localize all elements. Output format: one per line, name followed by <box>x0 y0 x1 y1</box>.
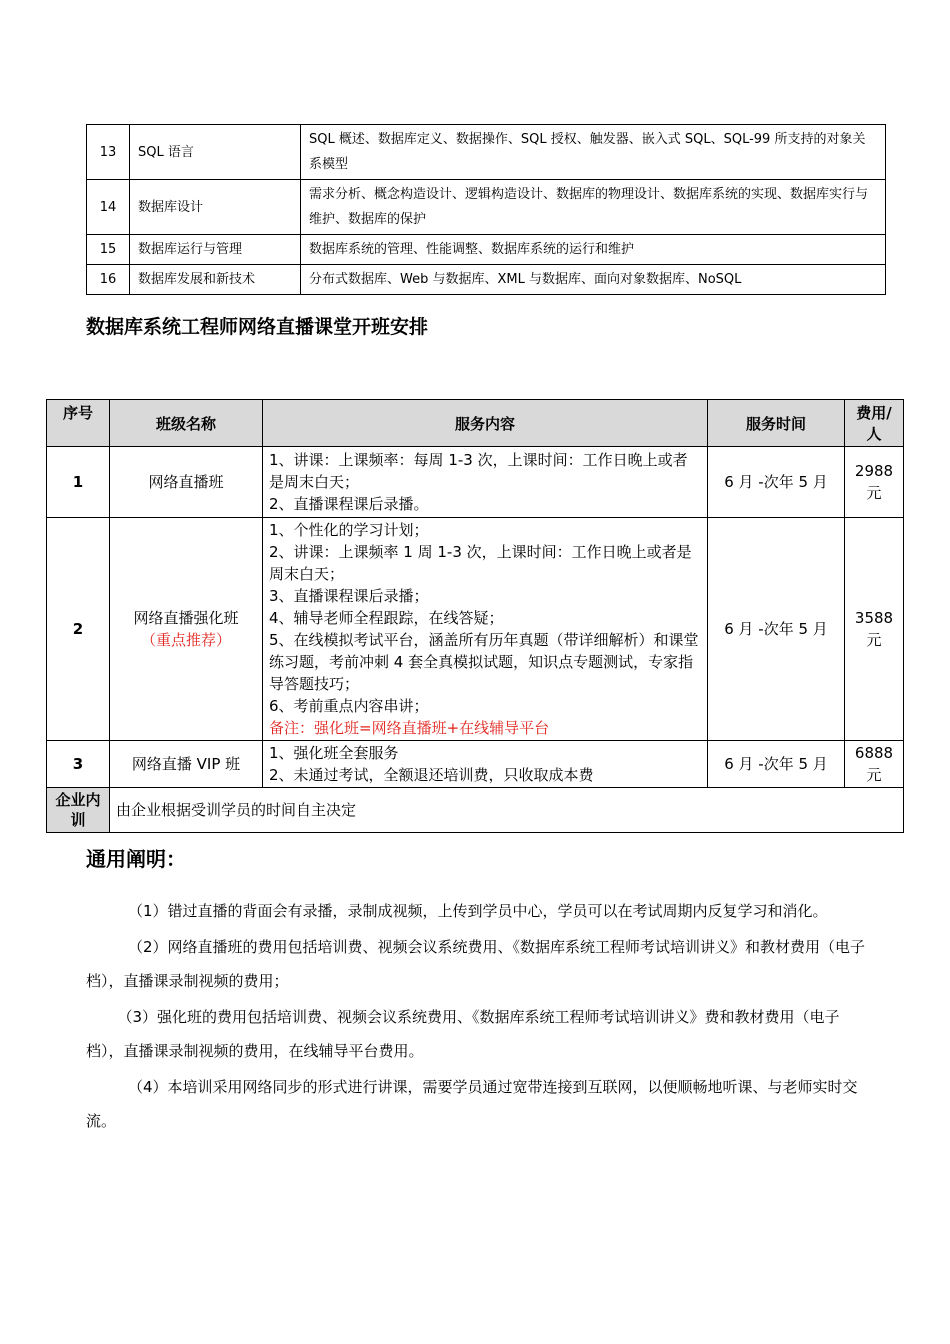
header-time: 服务时间 <box>708 400 845 447</box>
service-content <box>263 447 708 518</box>
service-line: 1、个性化的学习计划； <box>269 521 429 539</box>
notes-title: 通用阐明： <box>86 847 186 871</box>
service-line: 6、考前重点内容串讲； <box>269 697 429 715</box>
service-line: 1、强化班全套服务 <box>269 744 399 762</box>
service-line: 2、未通过考试，全额退还培训费，只收取成本费 <box>269 766 594 784</box>
note-paragraph: （1）错过直播的背面会有录播，录制成视频，上传到学员中心，学员可以在考试周期内反复学习和消化。 <box>128 902 828 920</box>
service-line: 4、辅导老师全程跟踪，在线答疑； <box>269 609 504 627</box>
syllabus-table <box>86 124 886 295</box>
corporate-text: 由企业根据受训学员的时间自主决定 <box>110 788 904 833</box>
note-paragraph: （3）强化班的费用包括培训费、视频会议系统费用、《数据库系统工程师考试培训讲义》费和教材费用（电子档），直播课录制视频的费用，在线辅导平台费用。 <box>86 1007 840 1060</box>
topic-number: 16 <box>87 265 130 295</box>
row-number: 2 <box>47 518 110 741</box>
service-note: 备注：强化班=网络直播班+在线辅导平台 <box>269 719 550 737</box>
table-row <box>47 447 904 518</box>
topic-content: 分布式数据库、Web 与数据库、XML 与数据库、面向对象数据库、NoSQL <box>301 265 886 295</box>
topic-name: 数据库设计 <box>130 180 301 235</box>
table-row <box>87 125 886 180</box>
fee: 3588 元 <box>845 518 904 741</box>
topic-number: 15 <box>87 235 130 265</box>
row-number: 1 <box>47 447 110 518</box>
topic-content: 数据库系统的管理、性能调整、数据库系统的运行和维护 <box>301 235 886 265</box>
service-time: 6 月 -次年 5 月 <box>708 447 845 518</box>
topic-number: 13 <box>87 125 130 180</box>
service-line: 2、直播课程课后录播。 <box>269 495 429 513</box>
class-name <box>110 518 263 741</box>
notes-body <box>86 894 868 1140</box>
service-time: 6 月 -次年 5 月 <box>708 518 845 741</box>
class-name <box>110 741 263 788</box>
service-time: 6 月 -次年 5 月 <box>708 741 845 788</box>
note-paragraph: （4）本培训采用网络同步的形式进行讲课，需要学员通过宽带连接到互联网，以便顺畅地听课、与老师实时交流。 <box>86 1077 858 1130</box>
topic-name: 数据库运行与管理 <box>130 235 301 265</box>
topic-number: 14 <box>87 180 130 235</box>
service-line: 1、讲课：上课频率：每周 1-3 次，上课时间：工作日晚上或者是周末白天； <box>269 451 688 491</box>
table-row <box>47 518 904 741</box>
topic-content: 需求分析、概念构造设计、逻辑构造设计、数据库的物理设计、数据库系统的实现、数据库实行与维护、数据库的保护 <box>301 180 886 235</box>
service-line: 5、在线模拟考试平台，涵盖所有历年真题（带详细解析）和课堂练习题，考前冲刺 4 套全真模拟试题，知识点专题测试，专家指导答题技巧； <box>269 631 699 693</box>
table-row <box>47 741 904 788</box>
class-name-text: 网络直播 VIP 班 <box>131 755 241 773</box>
service-content <box>263 741 708 788</box>
service-line: 3、直播课程课后录播； <box>269 587 429 605</box>
corporate-label: 企业内训 <box>47 788 110 833</box>
section-title: 数据库系统工程师网络直播课堂开班安排 <box>86 316 429 338</box>
note-paragraph: （2）网络直播班的费用包括培训费、视频会议系统费用、《数据库系统工程师考试培训讲义》和教材费用（电子档），直播课录制视频的费用； <box>86 937 866 990</box>
table-row <box>87 235 886 265</box>
recommend-badge: （重点推荐） <box>140 631 231 649</box>
class-name <box>110 447 263 518</box>
fee: 6888 元 <box>845 741 904 788</box>
table-row <box>47 788 904 833</box>
table-row <box>87 180 886 235</box>
topic-name: SQL 语言 <box>130 125 301 180</box>
class-name-text: 网络直播班 <box>148 473 224 491</box>
class-schedule-table <box>46 399 904 833</box>
fee: 2988 元 <box>845 447 904 518</box>
table-row <box>87 265 886 295</box>
topic-name: 数据库发展和新技术 <box>130 265 301 295</box>
class-name-text: 网络直播强化班 <box>133 609 239 627</box>
topic-content: SQL 概述、数据库定义、数据操作、SQL 授权、触发器、嵌入式 SQL、SQL-99 所支持的对象关系模型 <box>301 125 886 180</box>
header-class-name: 班级名称 <box>110 400 263 447</box>
service-content <box>263 518 708 741</box>
header-number: 序号 <box>47 400 110 447</box>
row-number: 3 <box>47 741 110 788</box>
service-line: 2、讲课：上课频率 1 周 1-3 次，上课时间：工作日晚上或者是周末白天； <box>269 543 692 583</box>
header-service: 服务内容 <box>263 400 708 447</box>
table-header-row <box>47 400 904 447</box>
header-fee: 费用/人 <box>845 400 904 447</box>
